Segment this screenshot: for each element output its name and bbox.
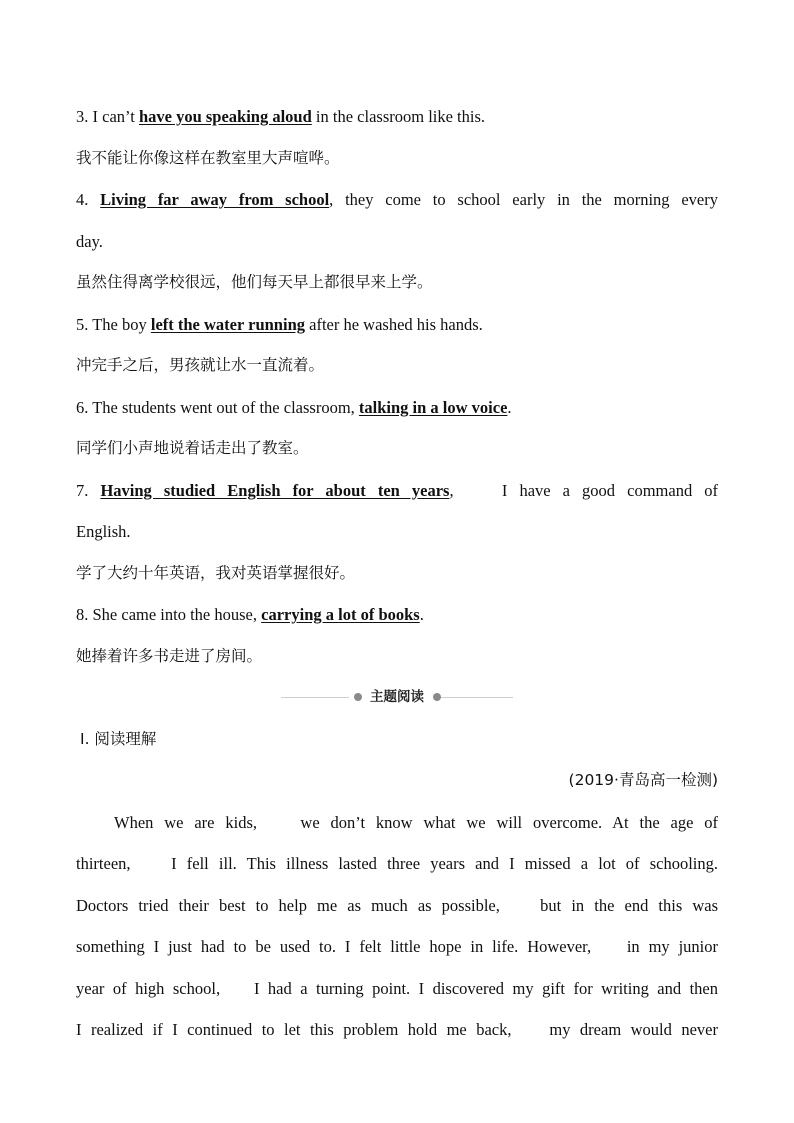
sentence-text: . xyxy=(507,397,512,417)
sentence-text: in the classroom like this. xyxy=(311,107,486,126)
sentence-text: after he washed his hands. xyxy=(305,314,483,334)
section-heading: Ⅰ. 阅读理解 xyxy=(80,729,157,748)
translation-5: 冲完手之后，男孩就让水一直流着。 xyxy=(76,356,325,374)
passage-line: year of high school, I had a turning point. I discovered my gift for writing and then xyxy=(76,978,718,998)
divider-rule-left xyxy=(281,697,349,698)
sentence-8 xyxy=(76,594,718,636)
sentence-6 xyxy=(76,387,718,429)
sentence-text: 7. xyxy=(76,480,101,500)
source-citation: (2019·青岛高一检测) xyxy=(568,771,718,789)
sentence-text: 4. xyxy=(76,190,101,209)
answer-underlined: Living far away from school xyxy=(100,190,330,209)
sentence-text: 6. The students went out of the classroom, xyxy=(76,397,359,417)
translation-3: 我不能让你像这样在教室里大声喧哗。 xyxy=(76,148,340,167)
divider-rule-right xyxy=(441,697,513,698)
answer-underlined: Having studied English for about ten years xyxy=(100,480,450,500)
sentence-text: . xyxy=(419,605,424,624)
passage-line: thirteen, I fell ill. This illness lasted three years and I missed a lot of schooling. xyxy=(76,854,718,873)
sentence-3 xyxy=(76,96,718,138)
translation-8: 她捧着许多书走进了房间。 xyxy=(76,646,263,665)
document-page xyxy=(76,96,718,1051)
sentence-7-continued: English. xyxy=(76,522,131,541)
answer-underlined: talking in a low voice xyxy=(358,397,508,417)
sentence-4-continued: day. xyxy=(76,231,103,251)
passage-line: Doctors tried their best to help me as much as possible, but in the end this was xyxy=(76,895,718,915)
answer-underlined: left the water running xyxy=(150,314,305,334)
sentence-text: 3. I can’t xyxy=(76,107,139,126)
sentence-7 xyxy=(76,470,718,512)
divider-dot-icon xyxy=(433,693,441,701)
sentence-text: 8. She came into the house, xyxy=(76,605,262,624)
sentence-text: , I have a good command of xyxy=(449,480,719,500)
sentence-4 xyxy=(76,179,718,221)
translation-7: 学了大约十年英语，我对英语掌握很好。 xyxy=(76,563,356,582)
answer-underlined: carrying a lot of books xyxy=(261,605,420,624)
divider-label: 主题阅读 xyxy=(370,689,424,705)
passage-line: I realized if I continued to let this problem hold me back, my dream would never xyxy=(76,1020,718,1039)
passage-line: When we are kids, we don’t know what we will overcome. At the age of xyxy=(114,812,718,832)
sentence-text: 5. The boy xyxy=(76,314,151,334)
answer-underlined: have you speaking aloud xyxy=(138,107,312,126)
section-divider xyxy=(76,677,718,719)
sentence-5 xyxy=(76,304,718,346)
divider-dot-icon xyxy=(354,693,362,701)
translation-4: 虽然住得离学校很远，他们每天早上都很早来上学。 xyxy=(76,273,433,291)
sentence-text: , they come to school early in the morning every xyxy=(329,190,718,209)
translation-6: 同学们小声地说着话走出了教室。 xyxy=(76,439,309,457)
passage-line: something I just had to be used to. I felt little hope in life. However, in my junior xyxy=(76,937,718,956)
